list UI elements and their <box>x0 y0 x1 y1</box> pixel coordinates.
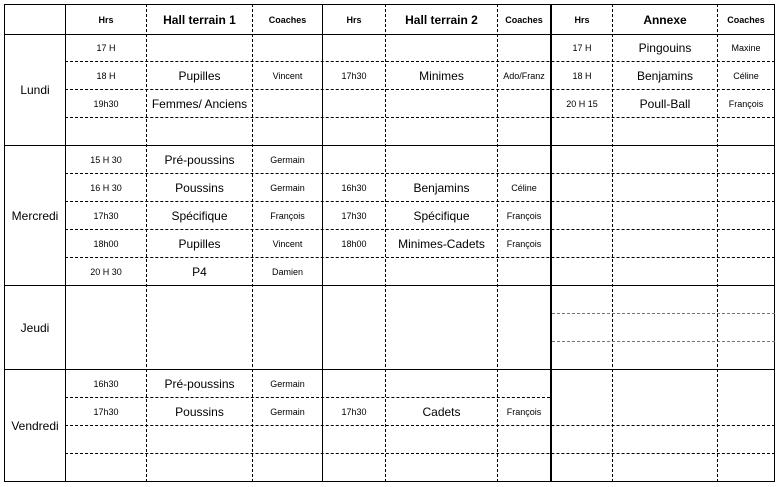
header-hrs-2: Hrs <box>346 14 362 25</box>
group-cell: Pupilles <box>178 68 221 83</box>
coach-cell: Germain <box>270 378 305 389</box>
time-cell: 17 H <box>96 43 116 53</box>
group-cell: Benjamins <box>636 68 694 83</box>
group-cell: Poussins <box>175 180 224 195</box>
coach-cell: Ado/Franz <box>503 70 545 81</box>
group-cell: Pré-poussins <box>164 152 235 167</box>
coach-cell: François <box>506 238 542 249</box>
coach-cell: Céline <box>511 182 537 193</box>
header-annexe: Annexe <box>643 12 687 27</box>
mercredi-separator <box>4 285 775 286</box>
group-cell: Poull-Ball <box>639 96 691 111</box>
header-hall-terrain-1: Hall terrain 1 <box>163 12 236 27</box>
group-cell: Minimes <box>419 68 464 83</box>
group-cell: Poussins <box>175 404 224 419</box>
group-cell: Spécifique <box>413 208 470 223</box>
group-cell: Pré-poussins <box>164 376 235 391</box>
time-cell: 16h30 <box>341 182 367 193</box>
coach-cell: Vincent <box>272 70 303 81</box>
coach-cell: Damien <box>271 266 303 277</box>
row-line <box>65 425 775 426</box>
header-coaches-1: Coaches <box>268 14 307 25</box>
coach-cell: Germain <box>270 406 305 417</box>
time-cell: 18 H <box>572 70 592 81</box>
table-border-bottom <box>4 481 775 482</box>
group-cell: P4 <box>192 264 207 279</box>
header-hall-terrain-2: Hall terrain 2 <box>405 12 478 27</box>
group-cell: Cadets <box>422 404 461 419</box>
header-coaches-2: Coaches <box>505 14 543 25</box>
time-cell: 17 H <box>572 43 592 53</box>
time-cell: 18 H <box>96 70 116 81</box>
time-cell: 18h00 <box>93 238 119 249</box>
time-cell: 18h00 <box>341 238 367 249</box>
group-cell: Pupilles <box>178 236 221 251</box>
time-cell: 20 H 15 <box>566 98 598 109</box>
row-line <box>65 117 775 118</box>
group-cell: Spécifique <box>171 208 228 223</box>
time-cell: 16 H 30 <box>90 182 122 193</box>
coach-cell: Germain <box>270 154 305 165</box>
time-cell: 17h30 <box>341 70 367 81</box>
time-cell: 19h30 <box>93 98 119 109</box>
time-cell: 16h30 <box>93 378 119 389</box>
row-line <box>552 313 775 314</box>
header-coaches-3: Coaches <box>727 14 765 25</box>
coach-cell: Céline <box>733 70 759 81</box>
header-hrs-1: Hrs <box>98 14 114 25</box>
group-cell: Minimes-Cadets <box>398 236 485 251</box>
day-label-mercredi: Mercredi <box>11 208 59 223</box>
time-cell: 15 H 30 <box>90 154 122 165</box>
coach-cell: Maxine <box>731 43 761 53</box>
coach-cell: François <box>270 210 305 221</box>
day-label-vendredi: Vendredi <box>11 418 59 433</box>
row-line <box>65 453 775 454</box>
coach-cell: François <box>506 406 542 417</box>
coach-cell: Germain <box>270 182 305 193</box>
time-cell: 17h30 <box>341 210 367 221</box>
time-cell: 17h30 <box>93 406 119 417</box>
coach-cell: François <box>506 210 542 221</box>
time-cell: 17h30 <box>93 210 119 221</box>
table-border-right <box>774 4 775 482</box>
header-hrs-3: Hrs <box>574 14 590 25</box>
coach-cell: Vincent <box>272 238 303 249</box>
group-cell: Pingouins <box>638 41 692 55</box>
group-cell: Femmes/ Anciens <box>151 96 248 111</box>
day-label-jeudi: Jeudi <box>20 320 50 335</box>
time-cell: 20 H 30 <box>90 266 122 277</box>
coach-cell: François <box>728 98 764 109</box>
time-cell: 17h30 <box>341 406 367 417</box>
group-cell: Benjamins <box>413 180 470 195</box>
row-line <box>552 341 775 342</box>
day-label-lundi: Lundi <box>20 83 50 97</box>
